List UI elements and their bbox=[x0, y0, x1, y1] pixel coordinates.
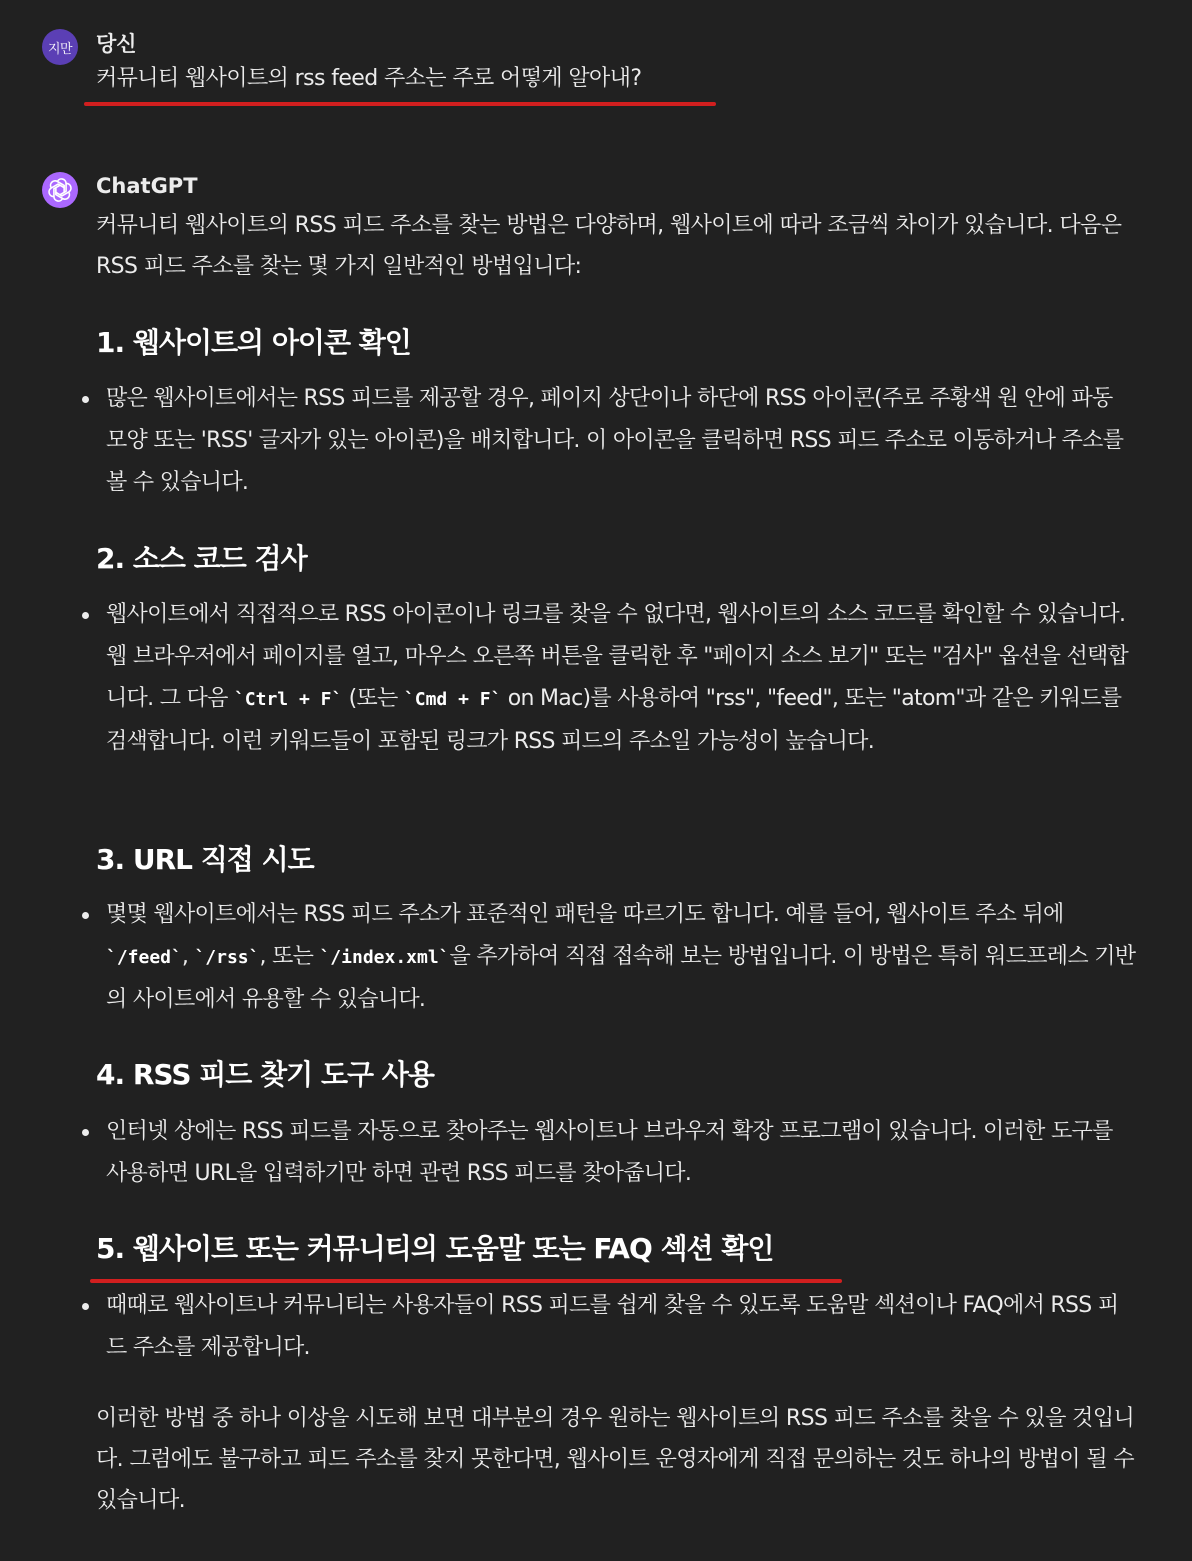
list-item-text: 때때로 웹사이트나 커뮤니티는 사용자들이 RSS 피드를 쉽게 찾을 수 있도록 도움말 섹션이나 FAQ에서 RSS 피드 주소를 제공합니다. bbox=[106, 1293, 1119, 1360]
list-item bbox=[82, 594, 1136, 763]
bullet-dot bbox=[82, 396, 89, 403]
list-item-text: 웹사이트에서 직접적으로 RSS 아이콘이나 링크를 찾을 수 없다면, 웹사이트의 소스 코드를 확인할 수 있습니다. 웹 브라우저에서 페이지를 열고, 마우스 오른쪽 버튼을 클릭한 후 "페이지 소스 보기" 또는 "검사" 옵션을 선택합니다. 그 다음 bbox=[106, 602, 1129, 711]
inline-code: `/rss` bbox=[194, 947, 260, 968]
list-item-text: (또는 bbox=[342, 686, 404, 711]
section-heading-2: 2. 소스 코드 검사 bbox=[96, 542, 307, 575]
list-item-text: 몇몇 웹사이트에서는 RSS 피드 주소가 표준적인 패턴을 따르기도 합니다. 예를 들어, 웹사이트 주소 뒤에 bbox=[106, 902, 1064, 927]
assistant-conclusion: 이러한 방법 중 하나 이상을 시도해 보면 대부분의 경우 원하는 웹사이트의 RSS 피드 주소를 찾을 수 있을 것입니다. 그럼에도 불구하고 피드 주소를 찾지 못한다면, 웹사이트 운영자에게 직접 문의하는 것도 하나의 방법이 될 수 있습니다. bbox=[96, 1406, 1135, 1513]
user-question-text: 커뮤니티 웹사이트의 rss feed 주소는 주로 어떻게 알아내? bbox=[96, 66, 642, 91]
bullet-dot bbox=[82, 912, 89, 919]
bullet-dot bbox=[82, 1129, 89, 1136]
user-name: 당신 bbox=[96, 32, 137, 56]
inline-code: `/feed` bbox=[106, 947, 182, 968]
list-item-text: , 또는 bbox=[259, 944, 320, 969]
inline-code: `/index.xml` bbox=[319, 947, 450, 968]
list-item bbox=[82, 378, 1136, 504]
section-heading-4: 4. RSS 피드 찾기 도구 사용 bbox=[96, 1058, 434, 1091]
section-heading-3: 3. URL 직접 시도 bbox=[96, 843, 314, 876]
section-heading-5: 5. 웹사이트 또는 커뮤니티의 도움말 또는 FAQ 섹션 확인 bbox=[96, 1232, 774, 1265]
annotation-underline bbox=[90, 1279, 842, 1283]
list-item bbox=[82, 1111, 1136, 1195]
inline-code: `Ctrl + F` bbox=[233, 689, 343, 710]
assistant-intro: 커뮤니티 웹사이트의 RSS 피드 주소를 찾는 방법은 다양하며, 웹사이트에 따라 조금씩 차이가 있습니다. 다음은 RSS 피드 주소를 찾는 몇 가지 일반적인 방법입니다: bbox=[96, 213, 1122, 279]
user-avatar: 지만 bbox=[42, 29, 78, 65]
list-item-text: , bbox=[181, 944, 195, 969]
assistant-name: ChatGPT bbox=[96, 174, 198, 198]
bullet-dot bbox=[82, 612, 89, 619]
inline-code: `Cmd + F` bbox=[403, 689, 502, 710]
list-item-text: on Mac)를 사용하여 "rss", "feed", 또는 "atom"과 같은 키워드를 검색합니다. 이런 키워드들이 포함된 링크가 RSS 피드의 주소일 가능성이 높습니다. bbox=[106, 686, 1122, 754]
section-heading-1: 1. 웹사이트의 아이콘 확인 bbox=[96, 326, 411, 359]
list-item-text: 을 추가하여 직접 접속해 보는 방법입니다. 이 방법은 특히 워드프레스 기반의 사이트에서 유용할 수 있습니다. bbox=[106, 944, 1136, 1012]
list-item bbox=[82, 1285, 1136, 1369]
list-item-text: 많은 웹사이트에서는 RSS 피드를 제공할 경우, 페이지 상단이나 하단에 RSS 아이콘(주로 주황색 원 안에 파동 모양 또는 'RSS' 글자가 있는 아이콘)을 배치합니다. 이 아이콘을 클릭하면 RSS 피드 주소로 이동하거나 주소를 볼 수 있습니다. bbox=[106, 386, 1124, 495]
annotation-underline bbox=[84, 102, 716, 106]
list-item bbox=[82, 894, 1136, 1021]
list-item-text: 인터넷 상에는 RSS 피드를 자동으로 찾아주는 웹사이트나 브라우저 확장 프로그램이 있습니다. 이러한 도구를 사용하면 URL을 입력하기만 하면 관련 RSS 피드를 찾아줍니다. bbox=[106, 1119, 1113, 1186]
openai-logo-icon bbox=[42, 172, 78, 208]
bullet-dot bbox=[82, 1303, 89, 1310]
